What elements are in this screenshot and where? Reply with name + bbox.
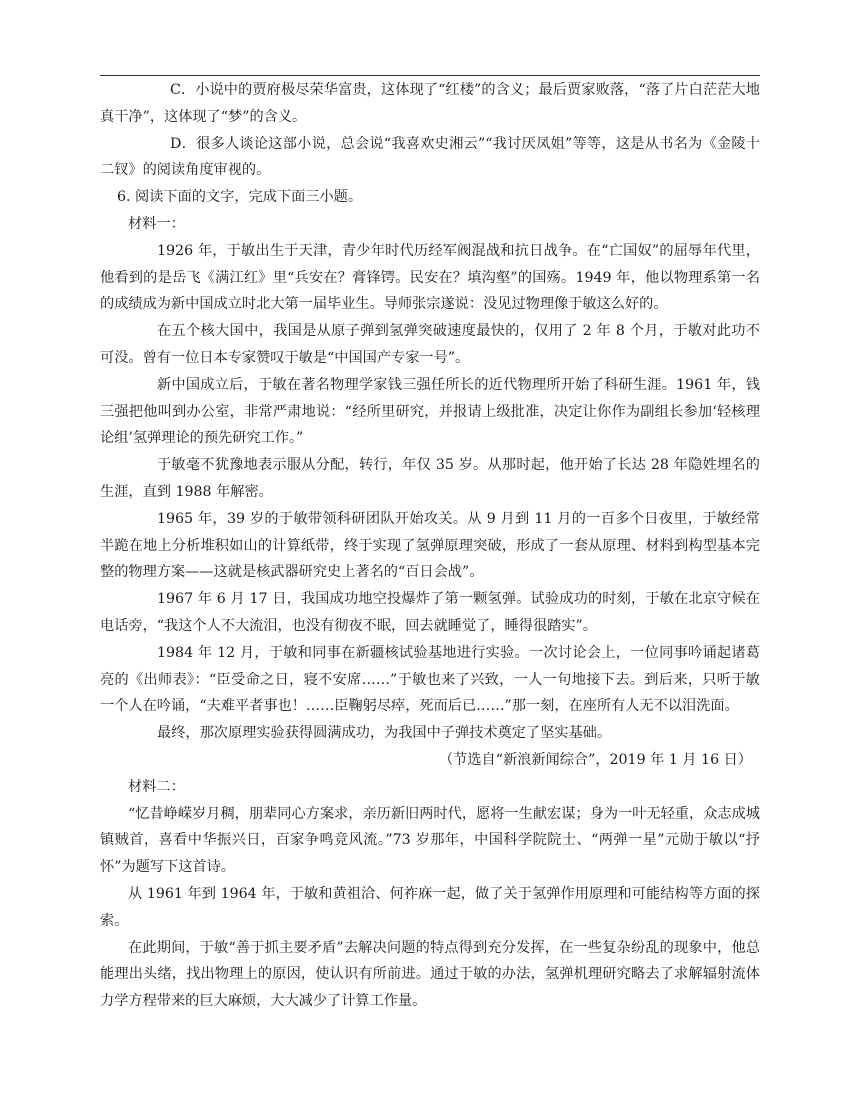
material1-paragraph: 在五个核大国中，我国是从原子弹到氢弹突破速度最快的，仅用了 2 年 8 个月，于敏对此功不可没。曾有一位日本专家赞叹于敏是“中国国产专家一号”。 bbox=[100, 323, 760, 366]
material2-label: 材料二： bbox=[128, 778, 185, 795]
material1-paragraph: 新中国成立后，于敏在著名物理学家钱三强任所长的近代物理所开始了科研生涯。1961 年，钱三强把他叫到办公室，非常严肃地说：“经所里研究，并报请上级批准，决定让你作为副组长参加‘轻核理论组’氢弹理论的预先研究工作。” bbox=[100, 376, 760, 447]
document-body bbox=[100, 77, 760, 1015]
material1-label: 材料一： bbox=[128, 215, 185, 232]
option-d: D．很多人谈论这部小说，总会说“我喜欢史湘云”“我讨厌凤姐”等等，这是从书名为《金陵十二钗》的阅读角度审视的。 bbox=[100, 135, 760, 179]
material1-source: （节选自“新浪新闻综合”，2019 年 1 月 16 日） bbox=[438, 751, 752, 768]
material2-paragraph: 从 1961 年到 1964 年，于敏和黄祖洽、何祚庥一起，做了关于氢弹作用原理和可能结构等方面的探索。 bbox=[100, 885, 760, 929]
material1-paragraph: 1984 年 12 月，于敏和同事在新疆核试验基地进行实验。一次讨论会上，一位同事吟诵起诸葛亮的《出师表》：“臣受命之日，寝不安席……”于敏也来了兴致，一人一句地接下去。到后来，只听于敏一个人在吟诵，“夫难平者事也！……臣鞠躬尽瘁，死而后已……”那一刻，在座所有人无不以泪洗面。 bbox=[100, 644, 760, 715]
material1-paragraph: 1965 年，39 岁的于敏带领科研团队开始攻关。从 9 月到 11 月的一百多个日夜里，于敏经常半跪在地上分析堆积如山的计算纸带，终于实现了氢弹原理突破，形成了一套从原理、材料到构型基本完整的物理方案——这就是核武器研究史上著名的“百日会战”。 bbox=[100, 510, 760, 581]
material2-paragraph: 在此期间，于敏“善于抓主要矛盾”去解决问题的特点得到充分发挥，在一些复杂纷乱的现象中，他总能理出头绪，找出物理上的原因，使认识有所前进。通过于敏的办法，氢弹机理研究略去了求解辐射流体力学方程带来的巨大麻烦，大大减少了计算工作量。 bbox=[100, 939, 760, 1010]
material1-paragraph: 于敏毫不犹豫地表示服从分配，转行，年仅 35 岁。从那时起，他开始了长达 28 年隐姓埋名的生涯，直到 1988 年解密。 bbox=[100, 457, 760, 500]
material1-paragraph: 1926 年，于敏出生于天津，青少年时代历经军阀混战和抗日战争。在“亡国奴”的屈辱年代里，他看到的是岳飞《满江红》里“兵安在？膏锋锷。民安在？填沟壑”的国殇。1949 年，他以物理系第一名的成绩成为新中国成立时北大第一届毕业生。导师张宗遂说：没见过物理像于敏这么好的。 bbox=[100, 242, 760, 313]
material1-paragraph: 最终，那次原理实验获得圆满成功，为我国中子弹技术奠定了坚实基础。 bbox=[157, 725, 612, 742]
header-rule bbox=[100, 75, 760, 76]
material1-paragraph: 1967 年 6 月 17 日，我国成功地空投爆炸了第一颗氢弹。试验成功的时刻，于敏在北京守候在电话旁，“我这个人不大流泪，也没有彻夜不眠，回去就睡觉了，睡得很踏实”。 bbox=[100, 591, 760, 634]
option-c: C．小说中的贾府极尽荣华富贵，这体现了“红楼”的含义；最后贾家败落，“落了片白茫茫大地真干净”，这体现了“梦”的含义。 bbox=[100, 82, 760, 125]
material2-paragraph: “忆昔峥嵘岁月稠，朋辈同心方案求，亲历新旧两时代，愿将一生献宏谋；身为一叶无轻重，众志成城镇贼首，喜看中华振兴日，百家争鸣竞风流。”73 岁那年，中国科学院院士、“两弹一星”元勋于敏以“抒怀”为题写下这首诗。 bbox=[100, 805, 760, 876]
question-6-prompt: 6. 阅读下面的文字，完成下面三小题。 bbox=[117, 189, 363, 206]
